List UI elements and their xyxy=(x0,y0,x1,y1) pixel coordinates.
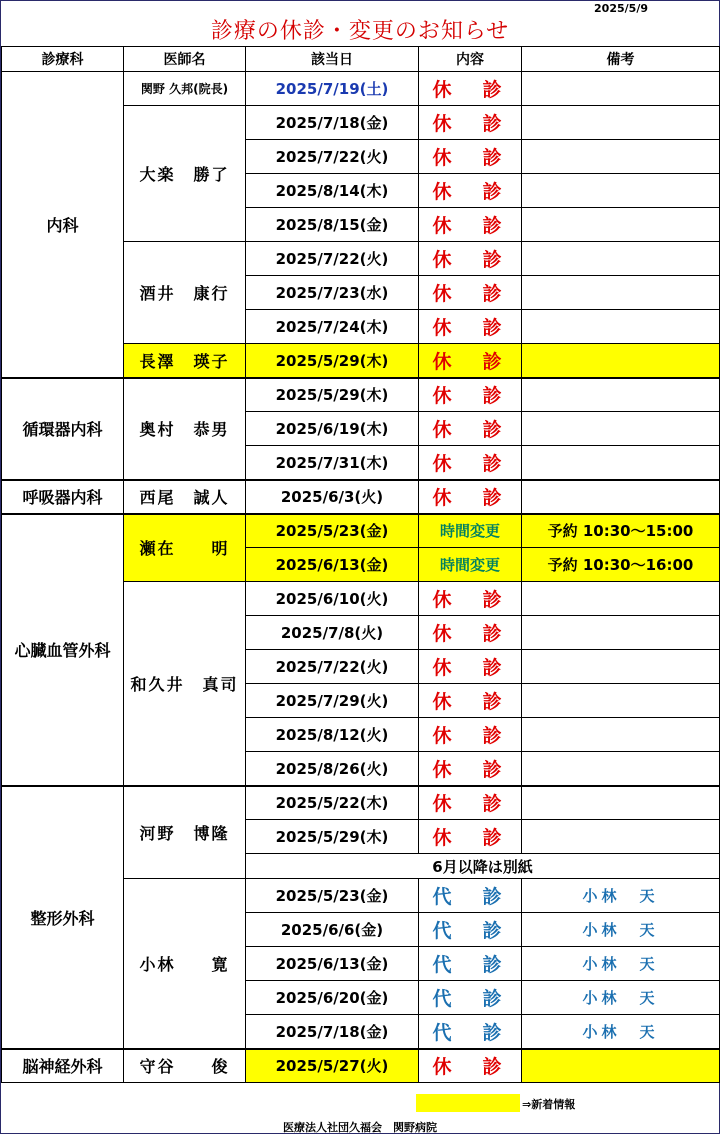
content-cell: 代 診 xyxy=(419,879,522,913)
note-cell xyxy=(522,174,720,208)
note-cell xyxy=(522,616,720,650)
date-cell: 2025/7/22(火) xyxy=(246,650,419,684)
content-cell: 代 診 xyxy=(419,981,522,1015)
date-cell: 2025/7/31(木) xyxy=(246,446,419,480)
content-cell: 休 診 xyxy=(419,208,522,242)
content-cell: 休 診 xyxy=(419,106,522,140)
date-cell: 2025/8/14(木) xyxy=(246,174,419,208)
dept-cell: 整形外科 xyxy=(2,786,124,1049)
table-row xyxy=(2,786,720,820)
note-cell xyxy=(522,718,720,752)
col-header-doctor: 医師名 xyxy=(124,47,246,72)
note-cell xyxy=(522,140,720,174)
doctor-cell: 西尾 誠人 xyxy=(124,480,246,514)
col-header-note: 備考 xyxy=(522,47,720,72)
date-cell: 2025/6/6(金) xyxy=(246,913,419,947)
new-info-swatch xyxy=(416,1094,520,1112)
content-cell: 休 診 xyxy=(419,276,522,310)
doctor-cell: 和久井 真司 xyxy=(124,582,246,786)
date-cell: 2025/7/29(火) xyxy=(246,684,419,718)
content-cell: 休 診 xyxy=(419,650,522,684)
doctor-cell: 小林 寛 xyxy=(124,879,246,1049)
date-cell: 2025/6/3(火) xyxy=(246,480,419,514)
content-cell: 休 診 xyxy=(419,582,522,616)
date-cell: 2025/7/22(火) xyxy=(246,140,419,174)
date-cell: 2025/7/22(火) xyxy=(246,242,419,276)
note-cell: 小林 天 xyxy=(522,913,720,947)
doctor-cell: 守谷 俊 xyxy=(124,1049,246,1083)
note-cell xyxy=(522,786,720,820)
merged-note-cell: 6月以降は別紙 xyxy=(246,854,720,879)
dept-cell: 循環器内科 xyxy=(2,378,124,480)
note-cell xyxy=(522,684,720,718)
note-cell xyxy=(522,208,720,242)
note-cell: 小林 天 xyxy=(522,947,720,981)
dept-cell: 呼吸器内科 xyxy=(2,480,124,514)
content-cell: 休 診 xyxy=(419,1049,522,1083)
table-row xyxy=(2,378,720,412)
note-cell xyxy=(522,310,720,344)
note-cell xyxy=(522,72,720,106)
content-cell: 代 診 xyxy=(419,1015,522,1049)
note-cell xyxy=(522,820,720,854)
doctor-cell: 大楽 勝了 xyxy=(124,106,246,242)
date-cell: 2025/6/13(金) xyxy=(246,548,419,582)
table-row xyxy=(2,1049,720,1083)
note-cell xyxy=(522,582,720,616)
date-cell: 2025/7/18(金) xyxy=(246,106,419,140)
note-cell xyxy=(522,412,720,446)
table-row xyxy=(2,72,720,106)
content-cell: 休 診 xyxy=(419,820,522,854)
date-cell: 2025/7/18(金) xyxy=(246,1015,419,1049)
content-cell: 休 診 xyxy=(419,718,522,752)
content-cell: 時間変更 xyxy=(419,548,522,582)
date-cell: 2025/8/15(金) xyxy=(246,208,419,242)
date-cell: 2025/6/13(金) xyxy=(246,947,419,981)
date-cell: 2025/5/29(木) xyxy=(246,820,419,854)
content-cell: 代 診 xyxy=(419,913,522,947)
date-cell: 2025/6/10(火) xyxy=(246,582,419,616)
date-cell: 2025/7/8(火) xyxy=(246,616,419,650)
note-cell xyxy=(522,378,720,412)
table-row xyxy=(2,480,720,514)
col-header-date: 該当日 xyxy=(246,47,419,72)
date-cell: 2025/5/29(木) xyxy=(246,378,419,412)
date-cell: 2025/7/24(木) xyxy=(246,310,419,344)
col-header-dept: 診療科 xyxy=(2,47,124,72)
note-cell xyxy=(522,1049,720,1083)
content-cell: 休 診 xyxy=(419,378,522,412)
hospital-footer: 医療法人社団久福会 関野病院 xyxy=(283,1121,437,1134)
doctor-cell: 河野 博隆 xyxy=(124,786,246,879)
header-row xyxy=(2,47,720,72)
note-cell xyxy=(522,650,720,684)
schedule-table xyxy=(1,46,720,1083)
date-cell: 2025/7/19(土) xyxy=(246,72,419,106)
content-cell: 休 診 xyxy=(419,140,522,174)
issue-date: 2025/5/9 xyxy=(594,2,648,15)
date-cell: 2025/5/23(金) xyxy=(246,879,419,913)
content-cell: 時間変更 xyxy=(419,514,522,548)
content-cell: 休 診 xyxy=(419,752,522,786)
note-cell: 小林 天 xyxy=(522,981,720,1015)
content-cell: 休 診 xyxy=(419,786,522,820)
note-cell xyxy=(522,106,720,140)
content-cell: 休 診 xyxy=(419,412,522,446)
note-cell xyxy=(522,480,720,514)
content-cell: 休 診 xyxy=(419,344,522,378)
doctor-cell: 長澤 瑛子 xyxy=(124,344,246,378)
content-cell: 休 診 xyxy=(419,242,522,276)
table-row xyxy=(2,514,720,548)
content-cell: 代 診 xyxy=(419,947,522,981)
note-cell xyxy=(522,446,720,480)
date-cell: 2025/6/19(木) xyxy=(246,412,419,446)
date-cell: 2025/5/29(木) xyxy=(246,344,419,378)
note-cell: 予約 10:30～15:00 xyxy=(522,514,720,548)
doctor-cell: 奥村 恭男 xyxy=(124,378,246,480)
date-cell: 2025/5/22(木) xyxy=(246,786,419,820)
col-header-content: 内容 xyxy=(419,47,522,72)
date-cell: 2025/8/26(火) xyxy=(246,752,419,786)
note-cell xyxy=(522,242,720,276)
content-cell: 休 診 xyxy=(419,72,522,106)
note-cell: 小林 天 xyxy=(522,1015,720,1049)
dept-cell: 心臓血管外科 xyxy=(2,514,124,786)
note-cell: 小林 天 xyxy=(522,879,720,913)
content-cell: 休 診 xyxy=(419,174,522,208)
dept-cell: 脳神経外科 xyxy=(2,1049,124,1083)
date-cell: 2025/6/20(金) xyxy=(246,981,419,1015)
dept-cell: 内科 xyxy=(2,72,124,378)
content-cell: 休 診 xyxy=(419,684,522,718)
doctor-cell: 酒井 康行 xyxy=(124,242,246,344)
content-cell: 休 診 xyxy=(419,616,522,650)
date-cell: 2025/5/27(火) xyxy=(246,1049,419,1083)
doctor-cell: 関野 久邦(院長) xyxy=(124,72,246,106)
content-cell: 休 診 xyxy=(419,480,522,514)
note-cell xyxy=(522,276,720,310)
date-cell: 2025/7/23(水) xyxy=(246,276,419,310)
note-cell xyxy=(522,752,720,786)
content-cell: 休 診 xyxy=(419,446,522,480)
content-cell: 休 診 xyxy=(419,310,522,344)
page-title: 診療の休診・変更のお知らせ xyxy=(210,19,510,44)
date-cell: 2025/5/23(金) xyxy=(246,514,419,548)
note-cell: 予約 10:30～16:00 xyxy=(522,548,720,582)
new-info-label: ⇒新着情報 xyxy=(522,1098,576,1111)
date-cell: 2025/8/12(火) xyxy=(246,718,419,752)
note-cell xyxy=(522,344,720,378)
doctor-cell: 瀬在 明 xyxy=(124,514,246,582)
